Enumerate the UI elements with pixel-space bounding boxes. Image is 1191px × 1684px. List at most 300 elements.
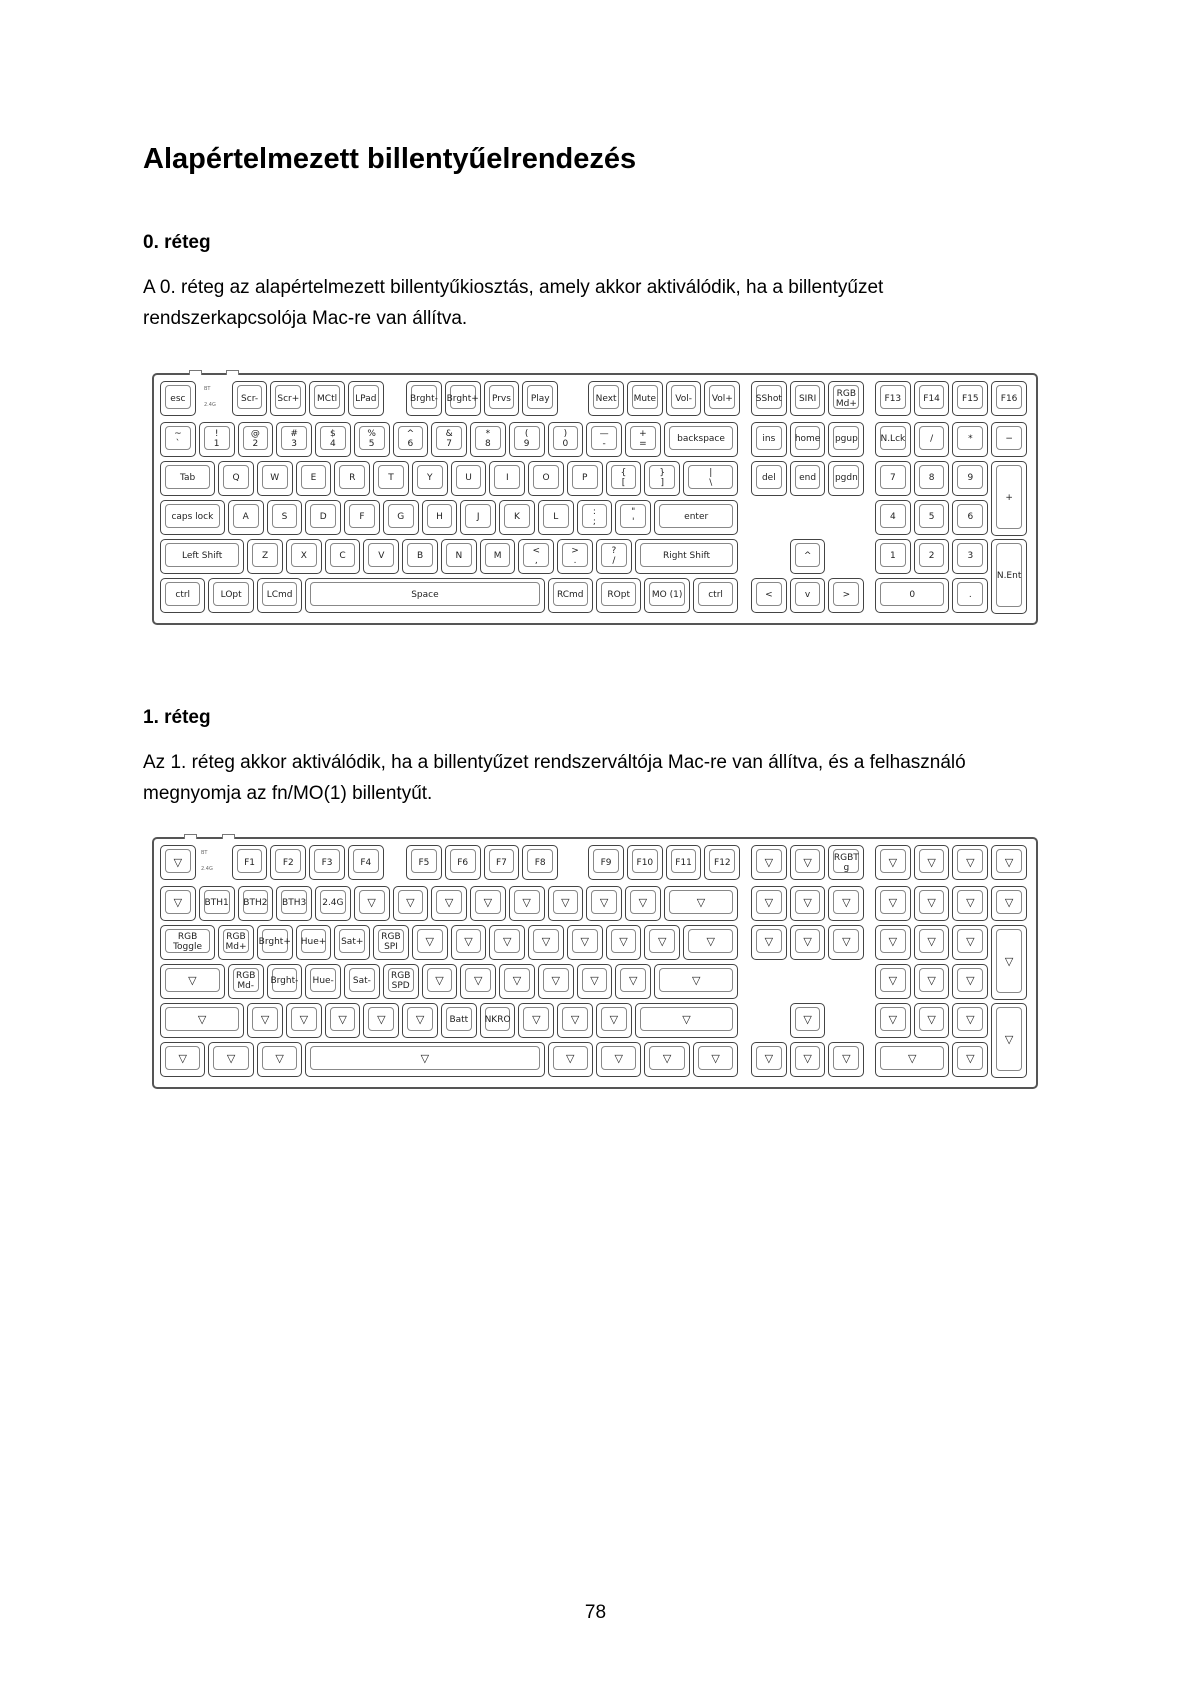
key-label: MO (1) (651, 590, 683, 601)
layer1-key-transparent (499, 964, 535, 999)
key-label: { [ (620, 468, 627, 489)
key-label: Brght- (409, 393, 438, 404)
layer1-key-f4 (348, 845, 384, 880)
layer0-key-f16 (991, 381, 1027, 416)
layer0-key-mctl (309, 381, 345, 416)
layer1-key-brght (257, 925, 293, 960)
layer1-key-transparent (952, 964, 988, 999)
layer1-key-rgb-md (218, 925, 254, 960)
led-indicator-24g: 2.4G (204, 402, 216, 408)
layer1-key-transparent (606, 925, 642, 960)
layer0-key-symbol (644, 461, 680, 496)
layer0-key-5 (914, 500, 950, 535)
transparent-key-icon: ▽ (299, 1013, 309, 1027)
layer0-key-caps-lock (160, 500, 225, 535)
layer0-key-lopt (208, 578, 253, 613)
led-indicator-bt: BT (201, 850, 208, 856)
layer0-key-brght (406, 381, 442, 416)
key-label: pgup (834, 434, 858, 445)
layer1-key-2-4g (315, 886, 351, 921)
key-label: N (455, 551, 463, 562)
layer0-key-8 (914, 461, 950, 496)
key-label: < (765, 590, 773, 601)
layer0-key-f13 (875, 381, 911, 416)
transparent-key-icon: ▽ (888, 974, 898, 988)
layer0-key-2 (914, 539, 950, 574)
layer1-key-transparent (596, 1042, 641, 1077)
layer0-key-ins (751, 422, 787, 457)
key-label: Hue+ (300, 937, 327, 948)
layer1-key-transparent (875, 925, 911, 960)
key-label: Space (411, 590, 439, 601)
layer0-key-symbol (952, 578, 988, 613)
layer0-key-7 (875, 461, 911, 496)
key-label: & 7 (445, 429, 453, 450)
layer1-key-transparent (354, 886, 390, 921)
key-label: ctrl (175, 590, 191, 601)
layer0-key-symbol (625, 422, 661, 457)
key-label: F4 (360, 857, 372, 868)
key-label: N.Lck (880, 434, 906, 445)
layer0-key-symbol (586, 422, 622, 457)
layer0-key-i (489, 461, 525, 496)
layer0-key-w (257, 461, 293, 496)
layer0-key-6 (952, 500, 988, 535)
key-label: F12 (714, 857, 731, 868)
layer1-title: 1. réteg (143, 707, 211, 728)
key-label: MCtl (317, 393, 338, 404)
key-label: Right Shift (662, 551, 711, 562)
transparent-key-icon: ▽ (842, 896, 851, 910)
layer0-key-y (412, 461, 448, 496)
key-label: " ' (631, 507, 636, 528)
transparent-key-icon: ▽ (580, 935, 589, 949)
transparent-key-icon: ▽ (803, 1013, 812, 1027)
layer1-key-transparent (952, 886, 988, 921)
key-label: O (542, 473, 550, 484)
layer1-key-transparent (991, 925, 1027, 1000)
key-label: 6 (967, 512, 974, 523)
transparent-key-icon: ▽ (682, 1013, 691, 1027)
key-label: P (582, 473, 588, 484)
layer1-key-transparent (257, 1042, 302, 1077)
layer1-key-transparent (914, 1003, 950, 1038)
layer1-key-transparent (528, 925, 564, 960)
layer0-keys (154, 375, 1036, 623)
transparent-key-icon: ▽ (764, 896, 774, 910)
transparent-key-icon: ▽ (842, 1052, 851, 1066)
layer0-key-home (790, 422, 826, 457)
transparent-key-icon: ▽ (415, 1013, 425, 1027)
layer0-key-symbol (596, 539, 632, 574)
layer1-key-f6 (445, 845, 481, 880)
transparent-key-icon: ▽ (842, 935, 851, 949)
transparent-key-icon: ▽ (888, 1013, 898, 1027)
layer0-key-pgdn (828, 461, 864, 496)
key-label: home (794, 434, 821, 445)
transparent-key-icon: ▽ (966, 896, 975, 910)
key-label: NKRO (484, 1015, 511, 1026)
layer0-key-f15 (952, 381, 988, 416)
layer0-key-symbol (914, 422, 950, 457)
layer0-text-line: rendszerkapcsolója Mac-re van állítva. (143, 308, 468, 329)
layer1-key-f12 (704, 845, 740, 880)
key-label: : ; (592, 507, 596, 528)
layer1-key-transparent (635, 1003, 739, 1038)
layer0-key-3 (952, 539, 988, 574)
transparent-key-icon: ▽ (711, 1052, 720, 1066)
layer1-key-transparent (160, 1003, 244, 1038)
layer1-key-transparent (751, 1042, 787, 1077)
key-label: A (242, 512, 249, 523)
layer0-key-symbol (952, 422, 988, 457)
transparent-key-icon: ▽ (483, 896, 493, 910)
key-label: E (310, 473, 317, 484)
layer0-key-n-lck (875, 422, 911, 457)
key-label: Brght+ (258, 937, 291, 948)
layer1-key-transparent (914, 845, 950, 880)
layer1-key-transparent (577, 964, 613, 999)
layer0-key-vol (704, 381, 740, 416)
layer1-key-transparent (625, 886, 661, 921)
transparent-key-icon: ▽ (188, 974, 197, 988)
key-label: ? / (611, 546, 617, 567)
layer1-key-sat (334, 925, 370, 960)
layer0-key-symbol (615, 500, 651, 535)
layer1-key-transparent (790, 925, 826, 960)
transparent-key-icon: ▽ (764, 1052, 774, 1066)
key-label: − (1005, 434, 1013, 445)
transparent-key-icon: ▽ (425, 935, 434, 949)
key-label: pgdn (834, 473, 858, 484)
layer1-key-f5 (406, 845, 442, 880)
layer1-key-brght (267, 964, 303, 999)
transparent-key-icon: ▽ (927, 974, 936, 988)
layer0-key-0 (548, 422, 584, 457)
layer1-key-bth3 (276, 886, 312, 921)
layer0-key-symbol (557, 539, 593, 574)
key-label: . (968, 590, 972, 601)
layer0-key-ropt (596, 578, 641, 613)
layer0-key-1 (875, 539, 911, 574)
layer0-key-2 (238, 422, 274, 457)
key-label: BTH3 (282, 898, 307, 909)
transparent-key-icon: ▽ (1004, 1033, 1014, 1047)
layer0-key-symbol (991, 422, 1027, 457)
layer0-key-symbol (160, 422, 196, 457)
layer1-key-rgbt-g (828, 845, 864, 880)
led-indicator-24g: 2.4G (201, 866, 213, 872)
layer0-text-line: A 0. réteg az alapértelmezett billentyűkiosztás, amely akkor aktiválódik, ha a billentyűzet (143, 277, 884, 298)
key-label: ~ ` (174, 429, 182, 450)
key-label: N.Ent (996, 571, 1022, 582)
layer1-key-rgb-toggle (160, 925, 215, 960)
layer0-key-1 (199, 422, 235, 457)
key-label: ! 1 (213, 429, 220, 450)
key-label: + (1005, 493, 1013, 504)
layer1-key-f1 (232, 845, 268, 880)
layer1-key-transparent (402, 1003, 438, 1038)
key-label: ^ 6 (406, 429, 415, 450)
layer0-key-6 (393, 422, 429, 457)
layer1-key-transparent (683, 925, 738, 960)
layer1-key-f2 (270, 845, 306, 880)
layer1-key-transparent (991, 886, 1027, 921)
layer0-key-g (383, 500, 419, 535)
key-label: / (930, 434, 934, 445)
key-label: RGB SPI (381, 932, 401, 953)
key-label: G (397, 512, 405, 523)
layer1-key-transparent (160, 845, 196, 880)
layer1-key-transparent (914, 886, 950, 921)
key-label: RGB Md- (235, 971, 256, 992)
layer0-key-v (363, 539, 399, 574)
key-label: Scr+ (277, 393, 300, 404)
key-label: D (319, 512, 327, 523)
layer1-key-transparent (875, 964, 911, 999)
layer1-key-transparent (952, 845, 988, 880)
key-label: U (465, 473, 472, 484)
key-label: — - (599, 429, 609, 450)
layer0-key-s (267, 500, 303, 535)
layer0-key-9 (952, 461, 988, 496)
transparent-key-icon: ▽ (638, 896, 648, 910)
layer1-key-transparent (751, 925, 787, 960)
transparent-key-icon: ▽ (275, 1052, 284, 1066)
transparent-key-icon: ▽ (420, 1052, 430, 1066)
layer0-key-f (344, 500, 380, 535)
layer0-key-a (228, 500, 264, 535)
key-label: BTH1 (204, 898, 229, 909)
transparent-key-icon: ▽ (512, 974, 522, 988)
layer1-key-transparent (615, 964, 651, 999)
layer0-key-ctrl (693, 578, 738, 613)
layer1-key-transparent (991, 1003, 1027, 1078)
key-label: Hue- (312, 976, 334, 987)
layer0-key-5 (354, 422, 390, 457)
transparent-key-icon: ▽ (966, 974, 975, 988)
layer0-key-scr (232, 381, 268, 416)
transparent-key-icon: ▽ (444, 896, 454, 910)
transparent-key-icon: ▽ (260, 1013, 270, 1027)
layer1-description (143, 747, 1043, 809)
transparent-key-icon: ▽ (803, 1052, 812, 1066)
layer1-key-sat (344, 964, 380, 999)
key-label: Mute (633, 393, 657, 404)
layer0-key-n (441, 539, 477, 574)
transparent-key-icon: ▽ (803, 896, 812, 910)
layer0-key-scr (270, 381, 306, 416)
layer0-key-rgb-md (828, 381, 864, 416)
layer1-key-transparent (790, 845, 826, 880)
layer0-key-t (373, 461, 409, 496)
layer0-key-symbol (790, 539, 826, 574)
key-label: Y (427, 473, 433, 484)
layer0-key-end (790, 461, 826, 496)
layer1-key-f7 (484, 845, 520, 880)
key-label: + = (639, 429, 647, 450)
transparent-key-icon: ▽ (966, 1052, 975, 1066)
transparent-key-icon: ▽ (541, 935, 551, 949)
layer1-key-rgb-md (228, 964, 264, 999)
key-label: F13 (884, 393, 902, 404)
key-label: % 5 (367, 429, 376, 450)
key-label: caps lock (171, 512, 214, 523)
key-label: ctrl (708, 590, 723, 601)
key-label: ( 9 (523, 429, 530, 450)
layer1-key-transparent (412, 925, 448, 960)
key-label: SShot (755, 393, 782, 404)
layer1-key-transparent (325, 1003, 361, 1038)
layer1-key-transparent (548, 886, 584, 921)
layer1-key-transparent (828, 1042, 864, 1077)
layer0-key-rcmd (548, 578, 593, 613)
layer0-key-symbol (518, 539, 554, 574)
layer0-key-left-shift (160, 539, 244, 574)
layer1-keys (154, 839, 1036, 1087)
key-label: R (349, 473, 356, 484)
layer1-key-transparent (693, 1042, 738, 1077)
layer1-key-transparent (875, 845, 911, 880)
transparent-key-icon: ▽ (1004, 855, 1014, 869)
layer1-key-transparent (460, 964, 496, 999)
key-label: 4 (889, 512, 896, 523)
transparent-key-icon: ▽ (628, 974, 638, 988)
layer0-key-o (528, 461, 564, 496)
transparent-key-icon: ▽ (566, 1052, 575, 1066)
layer1-key-transparent (509, 886, 545, 921)
key-label: } ] (659, 468, 666, 489)
layer1-key-transparent (286, 1003, 322, 1038)
layer1-key-transparent (952, 1042, 988, 1077)
transparent-key-icon: ▽ (764, 855, 774, 869)
key-label: RGBT g (833, 852, 859, 873)
transparent-key-icon: ▽ (377, 1013, 386, 1027)
layer0-key-mute (627, 381, 663, 416)
layer0-key-brght (445, 381, 481, 416)
layer1-key-transparent (790, 1003, 826, 1038)
layer0-key-m (480, 539, 516, 574)
key-label: F16 (1000, 393, 1018, 404)
transparent-key-icon: ▽ (888, 855, 898, 869)
key-label: 9 (967, 473, 974, 484)
layer1-key-transparent (914, 925, 950, 960)
key-label: RGB Toggle (173, 932, 203, 953)
layer1-key-transparent (828, 925, 864, 960)
layer1-key-f11 (666, 845, 702, 880)
layer0-key-space (305, 578, 544, 613)
key-label: F11 (675, 857, 692, 868)
key-label: > (842, 590, 851, 601)
key-label: del (761, 473, 776, 484)
layer1-key-transparent (518, 1003, 554, 1038)
transparent-key-icon: ▽ (178, 1052, 187, 1066)
layer1-key-transparent (654, 964, 738, 999)
layer1-key-hue (296, 925, 332, 960)
layer0-key-tab (160, 461, 215, 496)
layer0-key-lpad (348, 381, 384, 416)
transparent-key-icon: ▽ (803, 855, 812, 869)
transparent-key-icon: ▽ (173, 896, 183, 910)
layer0-key-enter (654, 500, 738, 535)
key-label: Next (595, 393, 617, 404)
transparent-key-icon: ▽ (658, 935, 667, 949)
key-label: Sat- (352, 976, 371, 987)
key-label: Play (530, 393, 550, 404)
transparent-key-icon: ▽ (367, 896, 376, 910)
transparent-key-icon: ▽ (927, 1013, 936, 1027)
transparent-key-icon: ▽ (927, 896, 936, 910)
layer0-key-r (334, 461, 370, 496)
key-label: ins (762, 434, 776, 445)
layer0-key-del (751, 461, 787, 496)
layer0-key-vol (666, 381, 702, 416)
layer0-key-f14 (914, 381, 950, 416)
layer0-key-sshot (751, 381, 787, 416)
layer1-key-transparent (548, 1042, 593, 1077)
layer0-key-7 (431, 422, 467, 457)
layer1-key-transparent (828, 886, 864, 921)
layer1-key-transparent (160, 886, 196, 921)
transparent-key-icon: ▽ (561, 896, 570, 910)
layer1-key-bth1 (199, 886, 235, 921)
transparent-key-icon: ▽ (619, 935, 628, 949)
transparent-key-icon: ▽ (1004, 955, 1014, 969)
key-label: * 8 (485, 429, 491, 450)
layer1-key-transparent (451, 925, 487, 960)
layer0-key-u (451, 461, 487, 496)
transparent-key-icon: ▽ (614, 1052, 623, 1066)
key-label: ) 0 (562, 429, 569, 450)
key-label: L (553, 512, 559, 523)
layer0-key-k (499, 500, 535, 535)
layer1-key-transparent (538, 964, 574, 999)
layer1-key-transparent (875, 1042, 950, 1077)
layer0-key-esc (160, 381, 196, 416)
layer0-key-l (538, 500, 574, 535)
transparent-key-icon: ▽ (599, 896, 609, 910)
key-label: Left Shift (181, 551, 223, 562)
key-label: M (493, 551, 502, 562)
led-indicator-bt: BT (204, 386, 211, 392)
key-label: Brght+ (446, 393, 479, 404)
transparent-key-icon: ▽ (1004, 896, 1014, 910)
key-label: 8 (928, 473, 935, 484)
key-label: F5 (418, 857, 430, 868)
key-label: LCmd (266, 590, 293, 601)
transparent-key-icon: ▽ (966, 1013, 975, 1027)
layer0-key-siri (790, 381, 826, 416)
key-label: * (968, 434, 973, 445)
layer1-text-line: megnyomja az fn/MO(1) billentyűt. (143, 783, 433, 804)
key-label: 0 (909, 590, 916, 601)
layer0-key-symbol (751, 578, 787, 613)
transparent-key-icon: ▽ (706, 935, 715, 949)
layer1-key-transparent (567, 925, 603, 960)
transparent-key-icon: ▽ (609, 1013, 619, 1027)
key-label: 1 (889, 551, 896, 562)
layer0-key-symbol (828, 578, 864, 613)
layer0-key-backspace (664, 422, 739, 457)
transparent-key-icon: ▽ (764, 935, 774, 949)
key-label: F3 (321, 857, 333, 868)
layer1-key-transparent (751, 845, 787, 880)
key-label: Vol+ (711, 393, 733, 404)
transparent-key-icon: ▽ (338, 1013, 347, 1027)
layer1-key-rgb-spi (373, 925, 409, 960)
key-label: enter (684, 512, 709, 523)
key-label: Q (232, 473, 240, 484)
